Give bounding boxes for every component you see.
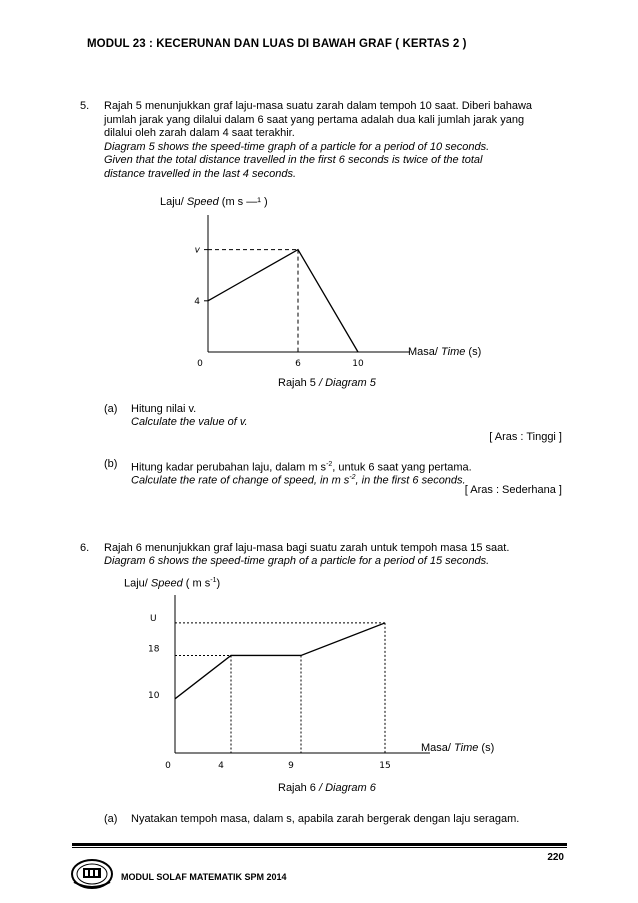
q6-number: 6.: [80, 542, 90, 554]
footer-page-number: 220: [547, 852, 564, 863]
q5-line-en-1: Diagram 5 shows the speed-time graph of a particle for a period of 10 seconds.: [104, 140, 490, 153]
q6-xtick-label-0: 0: [165, 761, 171, 771]
page-header-title: MODUL 23 : KECERUNAN DAN LUAS DI BAWAH GRAF ( KERTAS 2 ): [87, 38, 467, 50]
q6-ytick-label-10: 10: [148, 690, 160, 701]
footer-text: MODUL SOLAF MATEMATIK SPM 2014: [121, 872, 287, 882]
q5-xtick-label-6: 6: [295, 359, 301, 369]
q5-speed-line: [208, 250, 358, 352]
q6-xtick-label-9: 9: [288, 761, 294, 771]
q5a-text-my: Hitung nilai v.: [131, 403, 197, 415]
q5-line-my-1: Rajah 5 menunjukkan graf laju-masa suatu zarah dalam tempoh 10 saat. Diberi bahawa: [104, 100, 533, 112]
q5-xtick-label-0: 0: [197, 359, 203, 369]
q5b-label: (b): [104, 458, 118, 470]
q5-chart-caption: Rajah 5 / Diagram 5: [278, 377, 376, 389]
q5-line-en-3: distance travelled in the last 4 seconds.: [104, 167, 297, 180]
q5a-level: [ Aras : Tinggi ]: [489, 431, 562, 443]
q5b-text-my: Hitung kadar perubahan laju, dalam m $s^{-2}$, untuk 6 saat yang pertama.: [131, 461, 472, 474]
q6-chart-xlabel: Masa/ Time (s): [421, 742, 495, 754]
school-crest-logo: [70, 858, 114, 890]
q5-speed-time-chart: [180, 205, 420, 375]
q6-speed-line: [175, 623, 385, 699]
q6-xtick-label-15: 15: [379, 761, 391, 771]
q6-line-my: Rajah 6 menunjukkan graf laju-masa bagi suatu zarah untuk tempoh masa 15 saat.: [104, 542, 510, 554]
q5-xtick-label-10: 10: [352, 359, 364, 369]
q5-text: [104, 100, 574, 181]
q5a-label: (a): [104, 403, 118, 415]
q5-chart-xlabel: Masa/ Time (s): [408, 346, 482, 358]
q6-chart-ylabel: Laju/ Speed ( m $s^{-1}$): [124, 577, 221, 590]
q5a-text-en: Calculate the value of v.: [131, 416, 248, 428]
q6-xtick-label-4: 4: [218, 761, 224, 771]
q5-number: 5.: [80, 100, 90, 112]
q5b-text-en: Calculate the rate of change of speed, in m $s^{-2}$, in the first 6 seconds.: [131, 474, 466, 487]
q6-line-en: Diagram 6 shows the speed-time graph of a particle for a period of 15 seconds.: [104, 555, 490, 567]
q5-line-my-2: jumlah jarak yang dilalui dalam 6 saat yang pertama adalah dua kali jumlah jarak yang: [104, 113, 525, 126]
q6a-text-my: Nyatakan tempoh masa, dalam s, apabila zarah bergerak dengan laju seragam.: [131, 813, 520, 825]
footer-rule-thick: [72, 843, 567, 846]
q6-ytick-label-18: 18: [148, 644, 160, 655]
q5-line-my-3: dilalui oleh zarah dalam 4 saat terakhir.: [104, 127, 295, 139]
q5b-level: [ Aras : Sederhana ]: [464, 484, 562, 496]
q6-chart-caption: Rajah 6 / Diagram 6: [278, 782, 376, 794]
q6a-label: (a): [104, 813, 118, 825]
q6-ytick-label-U: U: [150, 613, 157, 624]
q6-speed-time-chart: [140, 585, 440, 775]
footer-rule-thin: [72, 847, 567, 848]
q5-line-en-2: Given that the total distance travelled in the first 6 seconds is twice of the total: [104, 154, 483, 166]
q5-ytick-label-4: 4: [194, 296, 200, 307]
q5-chart-ylabel: Laju/ Speed (m s —¹ ): [160, 196, 268, 208]
q5-ytick-label-v: v: [194, 245, 200, 256]
